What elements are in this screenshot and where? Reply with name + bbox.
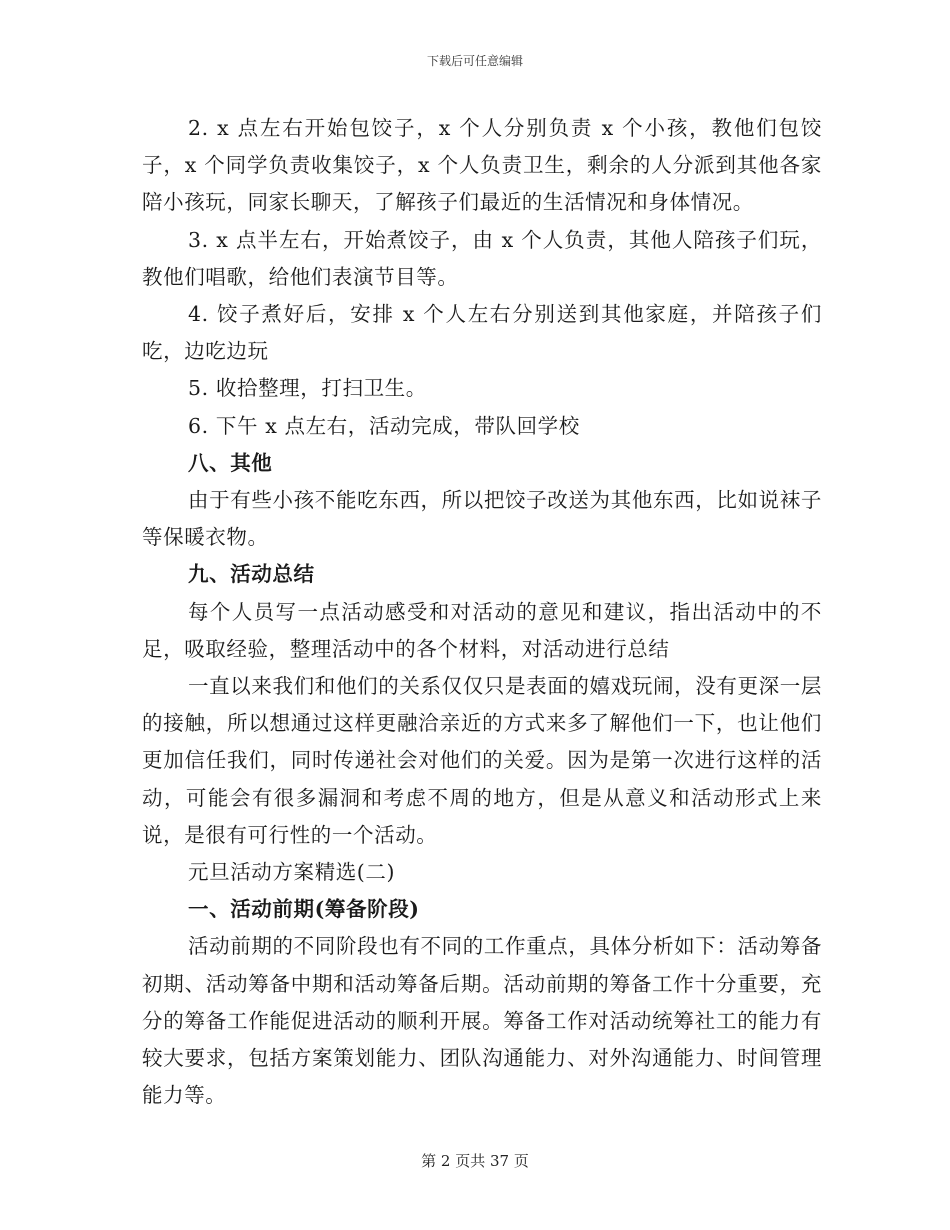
paragraph-preparation: 活动前期的不同阶段也有不同的工作重点，具体分析如下：活动筹备初期、活动筹备中期和活动筹备后期。活动前期的筹备工作十分重要，充分的筹备工作能促进活动的顺利开展。筹备工作对活动统筹社工的能力有较大要求，包括方案策划能力、团队沟通能力、对外沟通能力、时间管理能力等。 — [142, 934, 822, 1108]
section-heading-preparation: 一、活动前期(筹备阶段) — [188, 897, 420, 922]
paragraph-other: 由于有些小孩不能吃东西，所以把饺子改送为其他东西，比如说袜子等保暖衣物。 — [142, 488, 822, 550]
page-number: 第 2 页共 37 页 — [421, 1152, 529, 1170]
paragraph-step-4: 4. 饺子煮好后，安排 x 个人左右分别送到其他家庭，并陪孩子们吃，边吃边玩 — [142, 302, 822, 364]
paragraph-step-3: 3. x 点半左右，开始煮饺子，由 x 个人负责，其他人陪孩子们玩，教他们唱歌，给他们表演节目等。 — [142, 227, 822, 289]
paragraph-summary-1: 每个人员写一点活动感受和对活动的意见和建议，指出活动中的不足，吸取经验，整理活动中的各个材料，对活动进行总结 — [142, 599, 822, 661]
paragraph-step-5: 5. 收拾整理，打扫卫生。 — [188, 376, 427, 401]
document-subtitle: 元旦活动方案精选(二) — [188, 860, 396, 885]
paragraph-summary-2: 一直以来我们和他们的关系仅仅只是表面的嬉戏玩闹，没有更深一层的接触，所以想通过这样更融洽亲近的方式来多了解他们一下，也让他们更加信任我们，同时传递社会对他们的关爱。因为是第一次进行这样的活动，可能会有很多漏洞和考虑不周的地方，但是从意义和活动形式上来说，是很有可行性的一个活动。 — [142, 674, 822, 847]
paragraph-step-6: 6. 下午 x 点左右，活动完成，带队回学校 — [188, 413, 580, 438]
page-header: 下载后可任意编辑 — [426, 54, 523, 68]
paragraph-step-2: 2. x 点左右开始包饺子，x 个人分别负责 x 个小孩，教他们包饺子，x 个同学负责收集饺子，x 个人负责卫生，剩余的人分派到其他各家陪小孩玩，同家长聊天，了解孩子们最近的生活情况和身体情况。 — [142, 116, 822, 215]
section-heading-summary: 九、活动总结 — [188, 562, 315, 587]
document-body — [142, 110, 822, 1114]
section-heading-other: 八、其他 — [188, 450, 273, 475]
